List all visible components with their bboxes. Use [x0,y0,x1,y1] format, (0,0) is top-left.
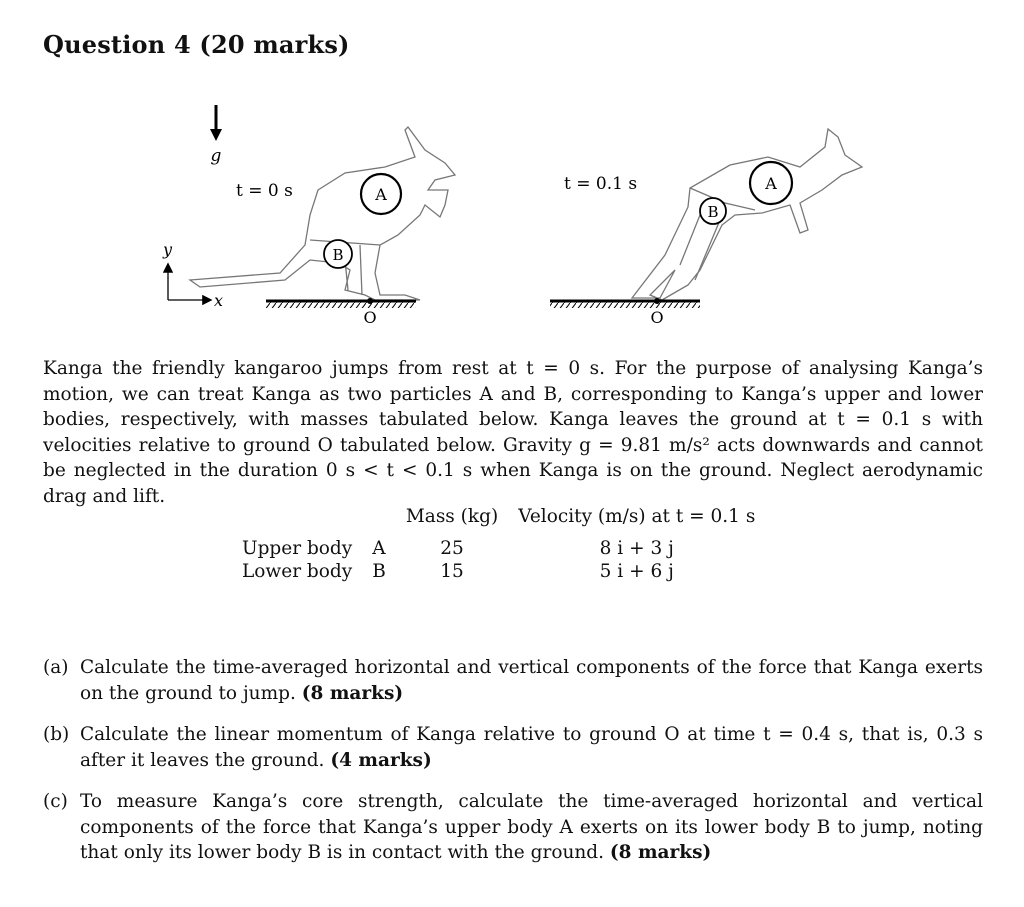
part-marks: (4 marks) [330,749,432,771]
ground-right [550,298,700,308]
table-row [232,537,765,560]
table-row [232,560,765,583]
problem-statement: Kanga the friendly kangaroo jumps from rest at t = 0 s. For the purpose of analysing Kanga’s motion, we can treat Kanga as two particles A and B, corresponding to Kanga’s upper and lower bodies, respectively, with masses tabulated below. Kanga leaves the ground at t = 0.1 s with velocities relative to ground O tabulated below. Gravity g = 9.81 m/s² acts downwards and cannot be neglected in the duration 0 s < t < 0.1 s when Kanga is on the ground. Neglect aerodynamic drag and lift. [43,358,983,507]
gravity-label: g [210,146,222,166]
particle-a-right-label: A [765,174,777,193]
kangaroo-crouched [190,127,455,300]
part-text: Calculate the time-averaged horizontal and vertical components of the force that Kanga exerts on the ground to jump. [80,657,983,704]
mass-header: Mass (kg) [405,506,499,527]
part-label: (a) [43,657,69,678]
part-marks: (8 marks) [301,682,404,704]
part-marks: (8 marks) [609,842,712,863]
axis-y-label: y [163,240,173,259]
time-label-right: t = 0.1 s [564,174,638,194]
particle-name: B [372,561,386,582]
origin-left-label: O [363,308,377,327]
mass-value: 15 [440,561,464,582]
body-name: Upper body [242,538,353,559]
question-title: Question 4 (20 marks) [43,30,350,59]
part-text: Calculate the linear momentum of Kanga relative to ground O at time t = 0.4 s, that is, 0.3 s after it leaves the ground. [80,724,983,771]
velocity-value: 5 i + 6 j [599,561,674,582]
gravity-arrow [210,105,222,141]
particle-b-right-label: B [707,203,719,221]
body-name: Lower body [242,561,353,582]
mass-value: 25 [440,538,464,559]
particle-name: A [372,538,386,559]
part-b [43,722,983,773]
ground-left [266,298,416,308]
velocity-header: Velocity (m/s) at t = 0.1 s [518,506,756,527]
velocity-value: 8 i + 3 j [599,538,674,559]
mass-velocity-table [232,505,765,583]
kangaroo-jumping [632,129,862,300]
time-label-left: t = 0 s [236,181,293,201]
origin-right-label: O [650,308,664,327]
particle-b-left-label: B [332,246,344,264]
kangaroo-figure [0,95,1024,335]
part-c [43,789,983,866]
part-label: (c) [43,791,68,812]
part-text: To measure Kanga’s core strength, calculate the time-averaged horizontal and vertical components of the force that Kanga’s upper body A exerts on its lower body B to jump, noting that only its lower body B is in contact with the ground. [80,791,983,863]
axis-x-label: x [214,291,224,310]
particle-a-left-label: A [375,185,387,204]
part-label: (b) [43,724,70,745]
table-header-row [232,505,765,537]
part-a [43,655,983,706]
question-parts [43,655,983,882]
coordinate-axes [168,265,210,300]
